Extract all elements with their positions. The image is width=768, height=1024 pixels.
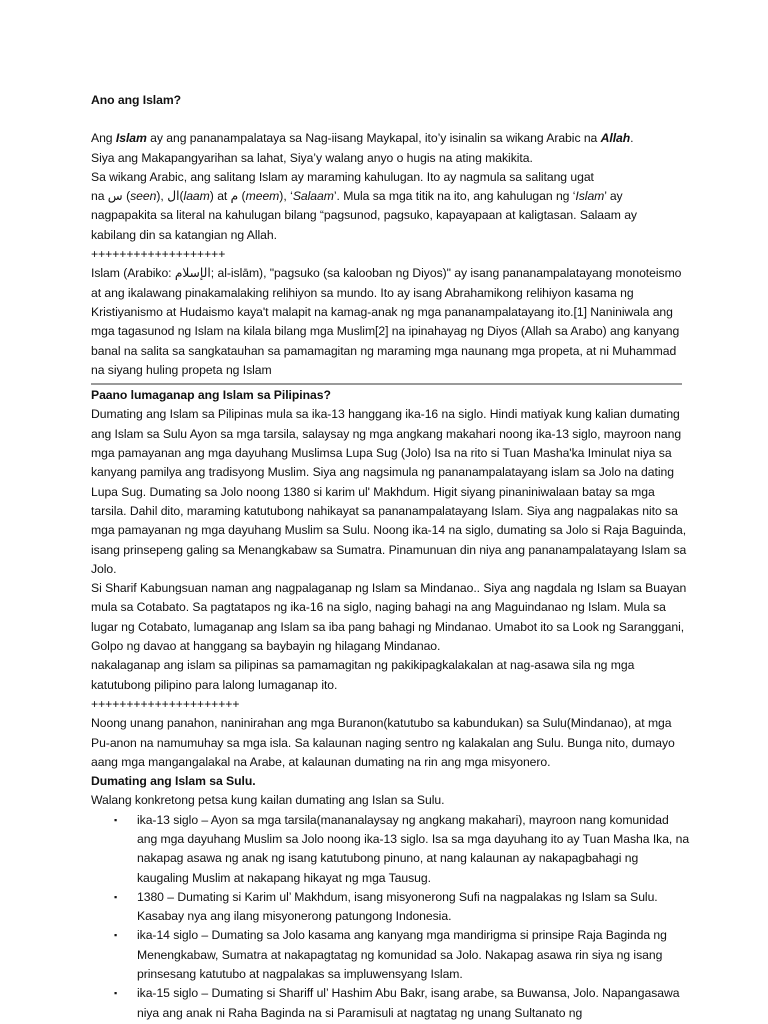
arabic-word-islam: الإسلام — [174, 266, 211, 281]
paragraph-spread-trade: nakalaganap ang islam sa pilipinas sa pamamagitan ng pakikipagkalakalan at nag-asawa sila ng mga katutubong pilipino para lalong lumaganap ito. — [91, 658, 635, 692]
bullet-icon: ▪ — [114, 891, 118, 902]
text: na — [91, 189, 108, 204]
term-islam: Islam — [115, 131, 147, 146]
list-item-text: ika-15 siglo – Dumating si Shariff ul’ Hashim Abu Bakr, isang arabe, sa Buwansa, Jolo. Napangasawa niya ang anak ni Raha Baginda na si Paramisuli at nagtatag ng unang Sultanato ng — [137, 986, 680, 1020]
arabic-letter-seen: س — [107, 189, 123, 204]
text: . — [630, 131, 634, 146]
text: ( — [238, 189, 246, 204]
text: ’ ay — [604, 189, 623, 204]
list-item-text: 1380 – Dumating si Karim ul’ Makhdum, isang misyonerong Sufi na nagpalakas ng Islam sa Sulu. Kasabay nya ang ilang misyonerong patungong Indonesia. — [137, 889, 658, 924]
paragraph-attribute: kabilang din sa katangian ng Allah. — [91, 227, 277, 242]
section-heading-spread: Paano lumaganap ang Islam sa Pilipinas? — [91, 388, 331, 403]
bullet-icon: ▪ — [114, 930, 118, 941]
arabic-letter-laam: ال — [167, 189, 180, 204]
section-heading-sulu: Dumating ang Islam sa Sulu. — [91, 774, 256, 789]
text: Islam (Arabiko: — [91, 266, 175, 281]
text: ), ‘ — [279, 189, 293, 204]
term-seen: seen — [130, 189, 157, 204]
paragraph-spread-sulu: Dumating ang Islam sa Pilipinas mula sa ika-13 hanggang ika-16 na siglo. Hindi matiyak kung kalian dumating ang Islam sa Sulu Ayon sa mga tarsila, salaysay ng mga angkang makahari noong ika-13 siglo, mayroon nang mga pamayanan ang mga dayuhang Muslimsa Lupa Sug (Jolo) Isa na rito si Tuan Masha'ka Iminulat niya sa kanyang pamilya ang tradisyong Muslim. Siya ang nagsimula ng pananampalatayang islam sa Jolo na dating Lupa Sug. Dumating sa Jolo noong 1380 si karim ul' Makhdum. Higit siyang pinaniniwalaan batay sa mga tarsila. Dahil dito, maraming katutubong nahikayat sa pananampalatayang Islam. Siya ang nagpalakas nito sa mga pamayanan ng mga dayuhang Muslim sa Sulu. Noong ika-14 na siglo, dumating sa Jolo si Raja Baguinda, isang prinsepeng galing sa Menangkabaw sa Sumatra. Pinamunuan din niya ang pananampalatayang Islam sa Jolo. — [91, 407, 687, 576]
paragraph-meaning: Sa wikang Arabic, ang salitang Islam ay maraming kahulugan. Ito ay nagmula sa salitang ugat — [91, 169, 594, 184]
paragraph-islam-definition — [91, 264, 691, 380]
list-item — [91, 926, 691, 984]
text: ) at — [209, 189, 231, 204]
text: ’. Mula sa mga titik na ito, ang kahulugan ng ‘ — [333, 189, 576, 204]
paragraph-spread-mindanao: Si Sharif Kabungsuan naman ang nagpalaganap ng Islam sa Mindanao.. Siya ang nagdala ng Islam sa Buayan mula sa Cotabato. Sa pagtatapos ng ika-16 na siglo, naging bahagi na ang Maguindanao ng Islam. Mula sa lugar ng Cotabato, lumaganap ang Islam sa iba pang bahagi ng Mindanao. Umabot ito sa Look ng Saranggani, Golpo ng davao at hanggang sa baybayin ng hilagang Mindanao. — [91, 581, 687, 654]
plus-separator: +++++++++++++++++++ — [91, 247, 226, 262]
bullet-icon: ▪ — [114, 814, 118, 825]
term-meem: meem — [245, 189, 280, 204]
text: ( — [179, 189, 184, 204]
term-laam: laam — [183, 189, 210, 204]
text: ( — [122, 189, 131, 204]
term-salaam: Salaam — [292, 189, 334, 204]
arabic-letter-meem: م — [230, 189, 239, 204]
plus-separator-2: +++++++++++++++++++++ — [91, 696, 240, 711]
term-allah: Allah — [600, 131, 631, 146]
timeline-list — [91, 811, 691, 1023]
text: ; al-islām), "pagsuko (sa kalooban ng Diyos)" ay isang pananampalatayang monoteismo at ang ikalawang pinakamalaking relihiyon sa mundo. Ito ay isang Abrahamikong relihiyon kasama ng Kristiyanismo at Hudaismo kaya't malapit na kamag-anak ng mga pananampalatayang ito.[1] Naniniwala ang mga tagasunod ng Islam na kilala bilang mga Muslim[2] na ipinahayag ng Diyos (Allah sa Arabo) ang kanyang banal na salita sa sangkatauhan sa pamamagitan ng maraming mga naunang mga propeta, at ni Muhammad na siyang huling propeta ng Islam — [91, 266, 682, 377]
document-title: Ano ang Islam? — [91, 93, 182, 107]
paragraph-no-date: Walang konkretong petsa kung kailan dumating ang Islan sa Sulu. — [91, 793, 445, 808]
text: ay ang pananampalataya sa Nag-iisang Maykapal, ito’y isinalin sa wikang Arabic na — [146, 131, 601, 146]
paragraph-almighty: Siya ang Makapangyarihan sa lahat, Siya’y walang anyo o hugis na ating makikita. — [91, 150, 533, 165]
paragraph-intro — [91, 129, 691, 148]
list-item-text: ika-14 siglo – Dumating sa Jolo kasama ang kanyang mga mandirigma si prinsipe Raja Baginda ng Menengkabaw, Sumatra at nakapagtatag ng komunidad sa Jolo. Nakapag asawa rin siya ng isang prinsesang katutubo at nagpalakas sa impluwensyang Islam. — [137, 928, 667, 982]
paragraph-root-letters — [91, 187, 691, 206]
paragraph-literal-meaning: nagpapakita sa literal na kahulugan bilang “pagsunod, pagsuko, kapayapaan at kaligtasan. Salaam ay — [91, 208, 637, 223]
text: ), — [156, 189, 168, 204]
horizontal-rule — [91, 383, 682, 385]
text: Ang — [91, 131, 116, 146]
term-islam-2: Islam — [575, 189, 605, 204]
list-item — [91, 888, 691, 927]
document-body — [91, 91, 691, 1023]
list-item — [91, 811, 691, 888]
paragraph-early-inhabitants: Noong unang panahon, naninirahan ang mga Buranon(katutubo sa kabundukan) sa Sulu(Mindanao), at mga Pu-anon na namumuhay sa mga isla. Sa kalaunan naging sentro ng kalakalan ang Sulu. Bunga nito, dumayo aang mga mangangalakal na Arabe, at kalaunan dumating na rin ang mga misyonero. — [91, 716, 675, 769]
bullet-icon: ▪ — [114, 988, 118, 999]
list-item — [91, 984, 691, 1023]
list-item-text: ika-13 siglo – Ayon sa mga tarsila(mananalaysay ng angkang makahari), mayroon nang komunidad ang mga dayuhang Muslim sa Jolo noong ika-13 siglo. Isa sa mga dayuhang ito ay Tuan Masha Ika, na nakapag asawa ng anak ng isang katutubong pinuno, at nang kalaunan ay nakapagbahagi ng kaugaling Muslim at nakapang hikayat ng mga Tausug. — [137, 812, 690, 885]
